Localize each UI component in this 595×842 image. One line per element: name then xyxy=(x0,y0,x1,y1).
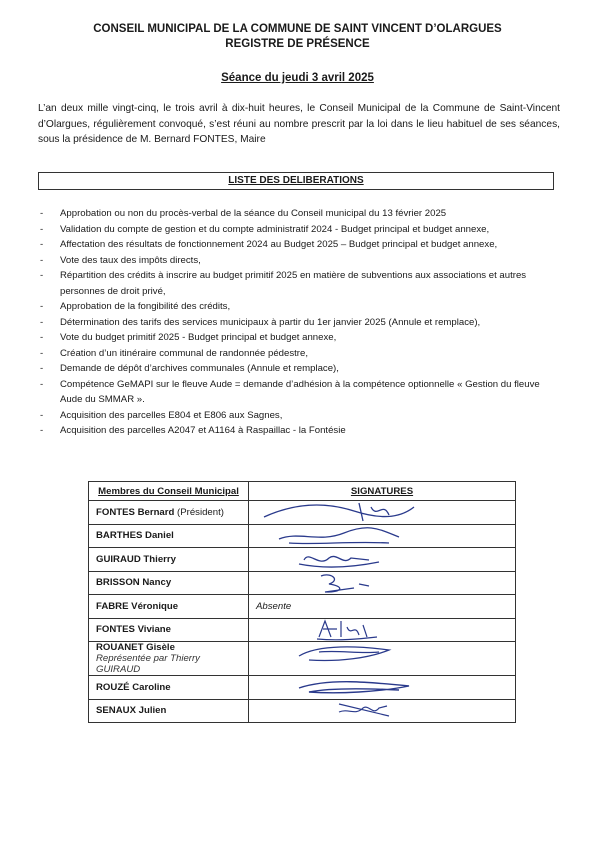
list-item: - Validation du compte de gestion et du compte administratif 2024 - Budget principal et budget annexe, xyxy=(38,222,560,238)
table-row xyxy=(89,642,516,676)
table-row xyxy=(89,699,516,723)
member-name: FABRE Véronique xyxy=(89,595,249,619)
deliberations-list xyxy=(38,206,560,439)
member-name: SENAUX Julien xyxy=(89,699,249,723)
attendance-table xyxy=(88,481,516,723)
table-row xyxy=(89,548,516,572)
list-item: - Vote des taux des impôts directs, xyxy=(38,253,560,269)
signature-cell xyxy=(249,618,516,642)
register-title: REGISTRE DE PRÉSENCE xyxy=(225,38,370,50)
intro-paragraph: L’an deux mille vingt-cinq, le trois avril à dix-huit heures, le Conseil Municipal de la Commune de Saint-Vincent d’Olargues, régulièrement convoqué, s’est réuni au nombre prescrit par la loi dans le lieu habituel de ses séances, sous la présidence de M. Bernard FONTES, Maire xyxy=(38,103,560,145)
table-row xyxy=(89,618,516,642)
signature-icon xyxy=(259,546,419,572)
table-header-row xyxy=(89,482,516,501)
signature-cell xyxy=(249,699,516,723)
table-row xyxy=(89,571,516,595)
table-row xyxy=(89,676,516,700)
signature-icon xyxy=(259,640,419,666)
member-name: FONTES Bernard xyxy=(96,506,175,518)
deliberations-header-box xyxy=(38,172,554,190)
signature-cell xyxy=(249,501,516,525)
member-name: ROUANET Gisèle xyxy=(96,642,175,653)
member-name-cell xyxy=(89,501,249,525)
list-item: - Compétence GeMAPI sur le fleuve Aude = demande d’adhésion à la compétence optionnelle « Gestion du fleuve Aude du SMMAR ». xyxy=(38,377,560,408)
council-title: CONSEIL MUNICIPAL DE LA COMMUNE DE SAINT VINCENT D’OLARGUES xyxy=(93,23,502,35)
member-name: FONTES Viviane xyxy=(89,618,249,642)
signature-icon xyxy=(259,674,419,700)
signature-cell xyxy=(249,524,516,548)
list-item: - Affectation des résultats de fonctionnement 2024 au Budget 2025 – Budget principal et budget annexe, xyxy=(38,237,560,253)
member-name: BRISSON Nancy xyxy=(89,571,249,595)
member-role: (Président) xyxy=(177,506,224,518)
signature-icon xyxy=(259,499,419,525)
representation-note: Représentée par Thierry GUIRAUD xyxy=(96,653,200,675)
list-item: - Acquisition des parcelles A2047 et A1164 à Raspaillac - la Fontésie xyxy=(38,423,560,439)
signature-cell xyxy=(249,548,516,572)
list-item: - Création d’un itinéraire communal de randonnée pédestre, xyxy=(38,346,560,362)
list-item: - Approbation ou non du procès-verbal de la séance du Conseil municipal du 13 février 2025 xyxy=(38,206,560,222)
signature-icon xyxy=(259,617,419,643)
members-column-header: Membres du Conseil Municipal xyxy=(89,482,249,501)
member-name-cell xyxy=(89,642,249,676)
table-row xyxy=(89,524,516,548)
list-item: - Vote du budget primitif 2025 - Budget principal et budget annexe, xyxy=(38,330,560,346)
session-date: Séance du jeudi 3 avril 2025 xyxy=(221,72,374,84)
signatures-column-header: SIGNATURES xyxy=(249,482,516,501)
list-item: - Répartition des crédits à inscrire au budget primitif 2025 en matière de subventions aux associations et autres personnes de droit privé, xyxy=(38,268,560,299)
list-item: - Approbation de la fongibilité des crédits, xyxy=(38,299,560,315)
signature-icon xyxy=(259,523,419,549)
absence-note: Absente xyxy=(249,595,516,619)
member-name: GUIRAUD Thierry xyxy=(89,548,249,572)
list-item: - Demande de dépôt d’archives communales (Annule et remplace), xyxy=(38,361,560,377)
signature-icon xyxy=(259,698,419,724)
member-name: ROUZÉ Caroline xyxy=(89,676,249,700)
list-item: - Acquisition des parcelles E804 et E806 aux Sagnes, xyxy=(38,408,560,424)
list-item: - Détermination des tarifs des services municipaux à partir du 1er janvier 2025 (Annule et remplace), xyxy=(38,315,560,331)
signature-cell xyxy=(249,571,516,595)
member-name: BARTHES Daniel xyxy=(89,524,249,548)
table-row xyxy=(89,595,516,619)
signature-cell xyxy=(249,642,516,676)
signature-icon xyxy=(259,570,419,596)
signature-cell xyxy=(249,676,516,700)
deliberations-header: LISTE DES DELIBERATIONS xyxy=(228,175,364,186)
table-row xyxy=(89,501,516,525)
